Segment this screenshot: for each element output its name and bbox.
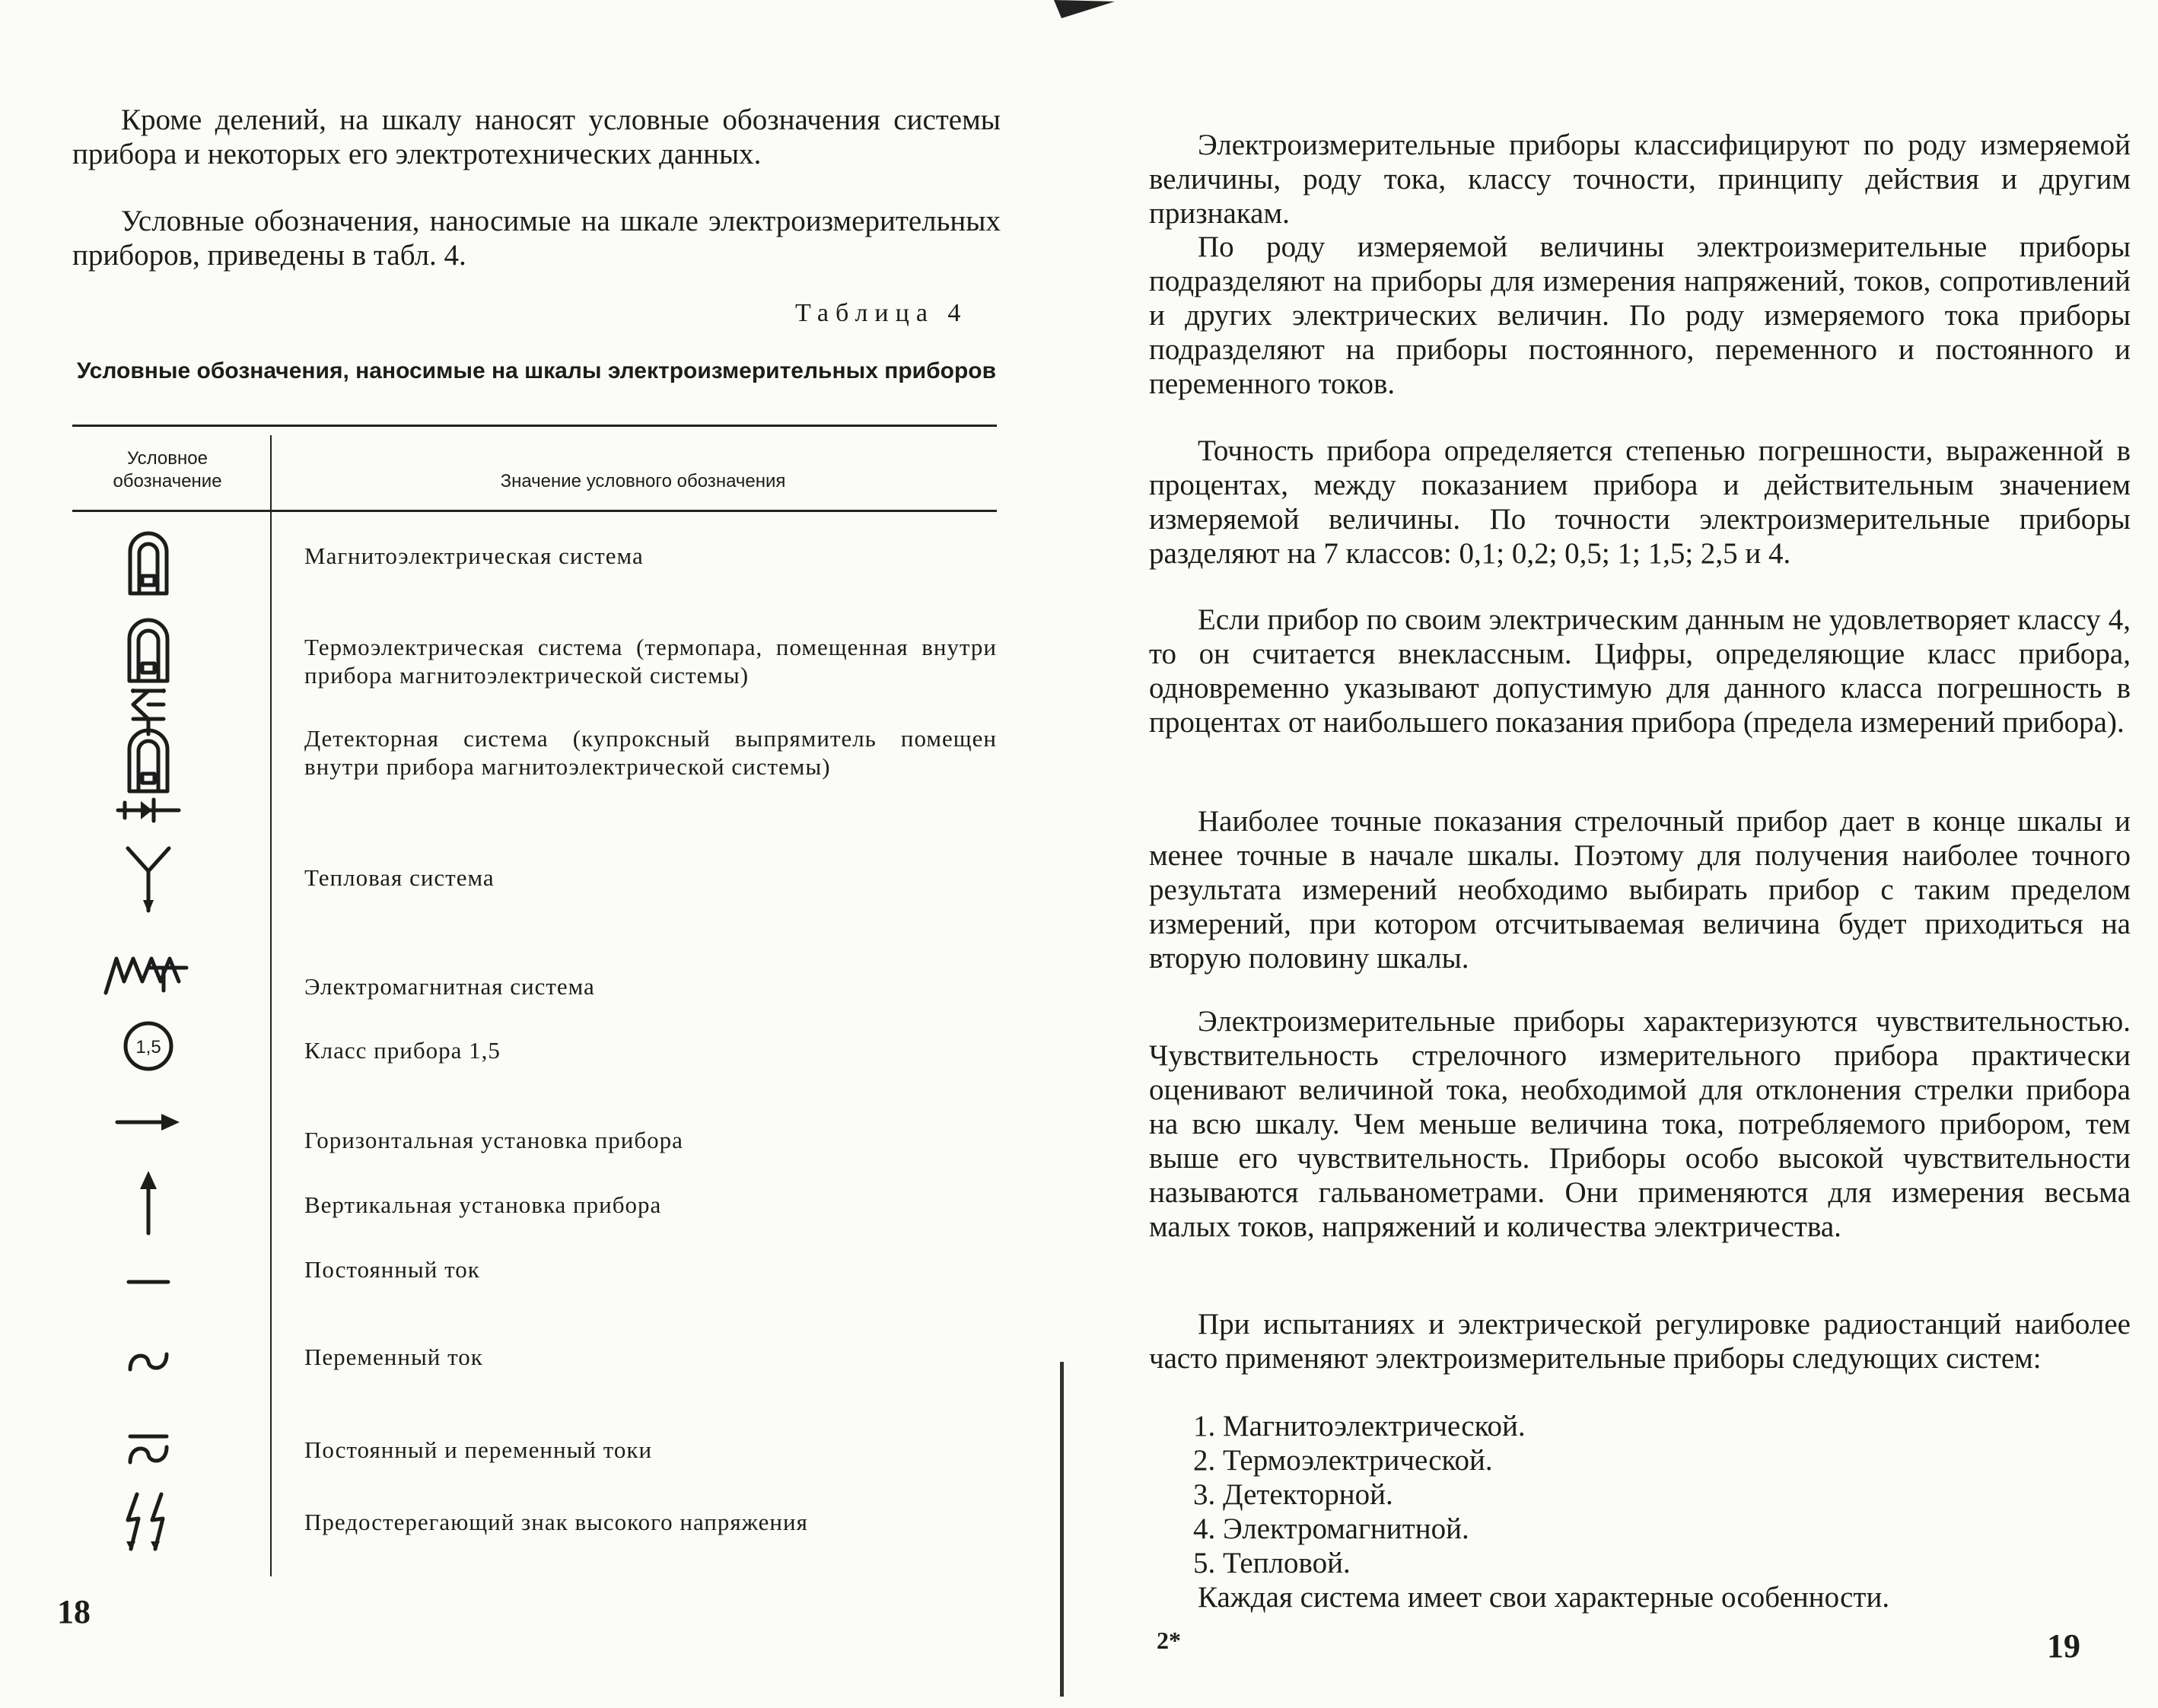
- meaning-detector: Детекторная система (купроксный выпрямитель помещен внутри прибора магнитоэлектрической системы): [304, 725, 997, 780]
- thermal-system-icon: [72, 837, 224, 921]
- out-of-class-paragraph: Если прибор по своим электрическим данным не удовлетворяет классу 4, то он считается внеклассным. Цифры, определяющие класс прибора, одновременно указывают допустимую для данного класса погрешность в процентах от наибольшего показания прибора (предела измерений прибора).: [1149, 603, 2131, 739]
- thermocouple-magnet-icon: [72, 616, 224, 738]
- meaning-alternating-current: Переменный ток: [304, 1344, 483, 1370]
- table-column-divider: [270, 435, 272, 1576]
- page-number-left: 18: [57, 1593, 91, 1630]
- accuracy-class-value: 1,5: [135, 1037, 161, 1058]
- left-page: [0, 0, 1050, 1708]
- table-header-rule: [72, 510, 997, 512]
- meaning-electromagnetic: Электромагнитная система: [304, 973, 595, 1000]
- rectifier-magnet-icon: [72, 723, 224, 829]
- list-item: 2. Термоэлектрической.: [1193, 1444, 1493, 1477]
- electromagnetic-coil-icon: [72, 943, 224, 1004]
- direct-current-icon: [72, 1248, 224, 1316]
- list-item: 4. Электромагнитной.: [1193, 1512, 1469, 1545]
- spine-shadow: [1060, 1362, 1064, 1697]
- intro-paragraph: Кроме делений, на шкалу наносят условные обозначения системы прибора и некоторых его электротехнических данных.: [72, 103, 1001, 170]
- meaning-high-voltage: Предостерегающий знак высокого напряжения: [304, 1509, 808, 1535]
- header-symbol: Условное обозначение: [113, 448, 222, 491]
- systems-intro-paragraph: При испытаниях и электрической регулировке радиостанций наиболее часто применяют электроизмерительные приборы следующих систем:: [1149, 1308, 2131, 1375]
- meaning-vertical: Вертикальная установка прибора: [304, 1191, 662, 1218]
- classification-paragraph: Электроизмерительные приборы классифицируют по роду измеряемой величины, роду тока, классу точности, принципу действия и другим признакам.: [1149, 129, 2131, 230]
- meaning-thermoelectric: Термоэлектрическая система (термопара, помещенная внутри прибора магнитоэлектрической системы): [304, 634, 997, 689]
- list-item: 3. Детекторной.: [1193, 1478, 1393, 1511]
- list-item: 1. Магнитоэлектрической.: [1193, 1410, 1526, 1442]
- table-reference-paragraph: Условные обозначения, наносимые на шкале электроизмерительных приборов, приведены в табл. 4.: [72, 205, 1001, 272]
- horizontal-arrow-icon: [72, 1088, 224, 1156]
- accuracy-class-icon: [72, 1016, 224, 1077]
- meaning-horizontal: Горизонтальная установка прибора: [304, 1127, 683, 1153]
- meaning-magnetoelectric: Магнитоэлектрическая система: [304, 542, 644, 569]
- horseshoe-magnet-icon: [72, 517, 224, 609]
- right-page: [1081, 0, 2158, 1708]
- measured-quantity-paragraph: По роду измеряемой величины электроизмерительные приборы подразделяют на приборы для измерения напряжений, токов, сопротивлений и других электрических величин. По роду измеряемого тока приборы подразделяют на приборы постоянного, переменного и постоянного и переменного токов.: [1149, 231, 2131, 400]
- ac-dc-current-icon: [72, 1415, 224, 1484]
- signature-mark: 2*: [1157, 1627, 1181, 1654]
- list-item: 5. Тепловой.: [1193, 1547, 1351, 1579]
- page-number-right: 19: [2047, 1627, 2080, 1665]
- vertical-arrow-icon: [72, 1164, 224, 1240]
- table-title: Условные обозначения, наносимые на шкалы электроизмерительных приборов: [76, 358, 997, 383]
- meaning-accuracy-class: Класс прибора 1,5: [304, 1037, 501, 1064]
- alternating-current-icon: [72, 1328, 224, 1396]
- meaning-ac-dc-current: Постоянный и переменный токи: [304, 1436, 653, 1463]
- high-voltage-icon: [72, 1484, 224, 1560]
- scale-accuracy-paragraph: Наиболее точные показания стрелочный прибор дает в конце шкалы и менее точные в начале шкалы. Поэтому для получения наиболее точного результата измерений необходимо выбирать прибор с таким пределом измерений, при котором отсчитываемая величина будет приходиться на вторую половину шкалы.: [1149, 805, 2131, 975]
- table-top-rule: [72, 425, 997, 427]
- accuracy-paragraph: Точность прибора определяется степенью погрешности, выраженной в процентах, между показанием прибора и действительным значением измеряемой величины. По точности электроизмерительные приборы разделяют на 7 классов: 0,1; 0,2; 0,5; 1; 1,5; 2,5 и 4.: [1149, 434, 2131, 570]
- sensitivity-paragraph: Электроизмерительные приборы характеризуются чувствительностью. Чувствительность стрелочного измерительного прибора практически оценивают величиной тока, необходимой для отклонения стрелки прибора на всю шкалу. Чем меньше величина тока, потребляемого прибором, тем выше его чувствительность. Приборы особо высокой чувствительности называются гальванометрами. Они применяются для измерения весьма малых токов, напряжений и количества электричества.: [1149, 1005, 2131, 1243]
- meaning-thermal: Тепловая система: [304, 864, 495, 891]
- header-meaning: Значение условного обозначения: [500, 471, 786, 491]
- table-caption: Таблица 4: [795, 299, 968, 327]
- closing-line: Каждая система имеет свои характерные особенности.: [1198, 1581, 1890, 1614]
- meaning-direct-current: Постоянный ток: [304, 1256, 480, 1283]
